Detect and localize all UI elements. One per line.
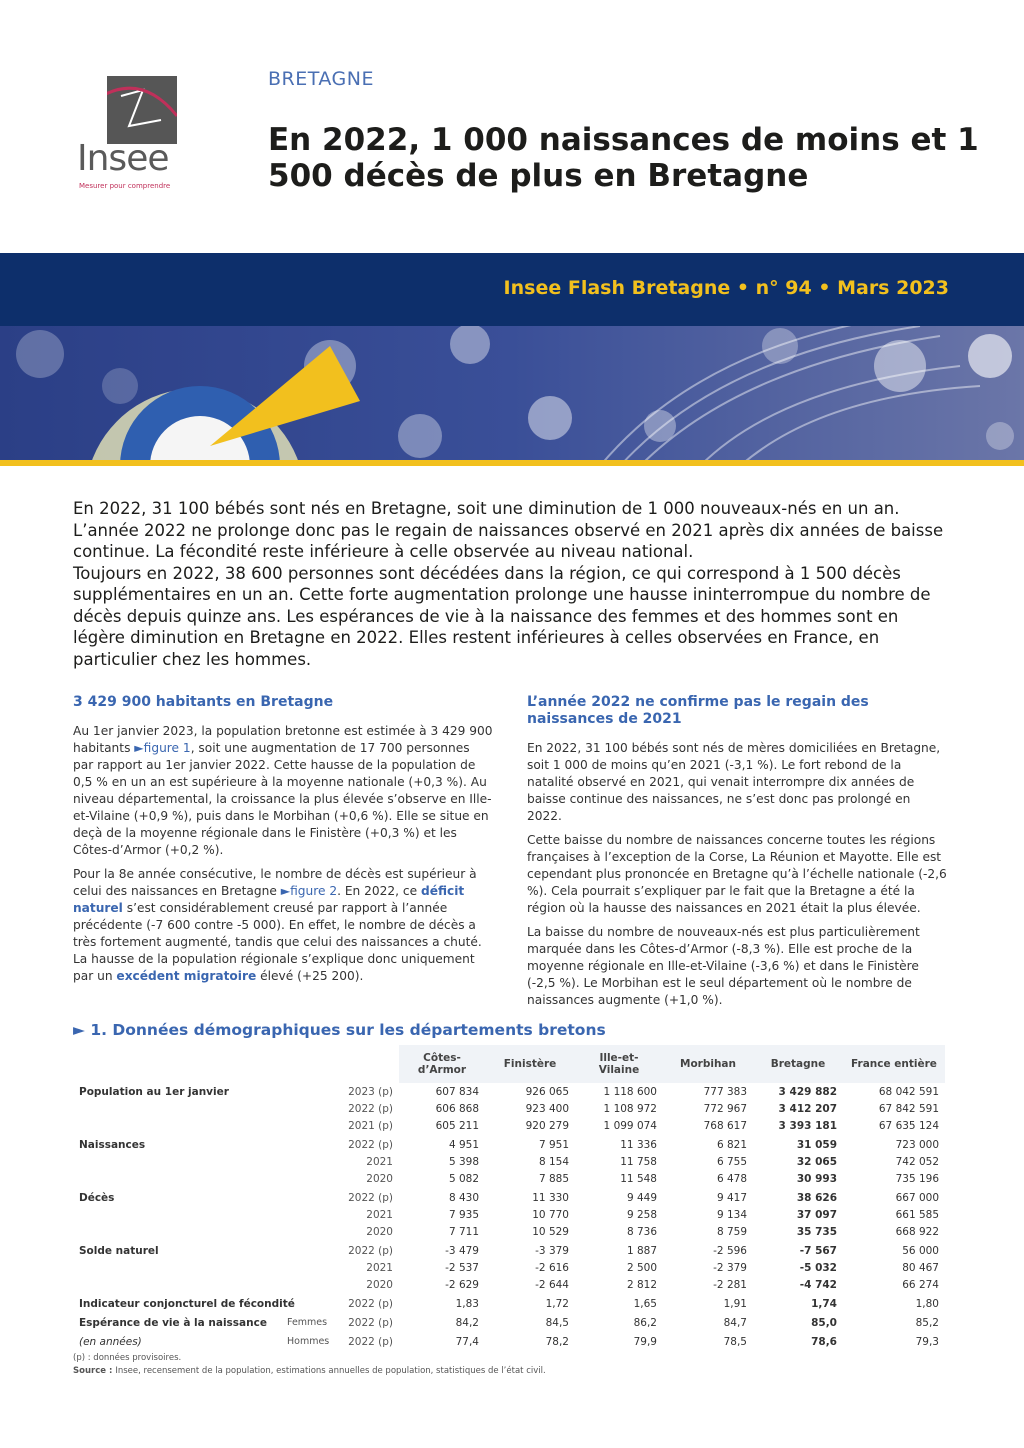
row-sublabel [281,1170,339,1187]
table-row [73,1153,945,1170]
table-cell: 35 735 [796,1225,837,1238]
table-row [73,1170,945,1187]
row-year: 2021 [366,1155,393,1168]
table-cell: 84,7 [723,1316,747,1329]
row-sublabel [281,1259,339,1276]
text-span: , soit une augmentation de 17 700 personnes par rapport au 1er janvier 2022. Cette hausse de la population de 0,5 % en un an est supérieure à la moyenne nationale (+0,3 %). Au niveau départemental, la croissance la plus élevée s’observe en Ille-et-Vilaine (+0,9 %), puis dans le Morbihan (+0,6 %). Elle se situe en deçà de la moyenne régionale dans le Finistère (+0,3 %) et les Côtes-d’Armor (+0,2 %). [73,741,492,857]
provisional-note: (p) : données provisoires. [73,1353,182,1363]
row-year: 2021 [366,1261,393,1274]
table-cell: 84,5 [545,1316,569,1329]
table-cell: 85,0 [811,1316,837,1329]
table-row [73,1223,945,1240]
table-cell: 7 885 [538,1172,569,1185]
table-cell: 9 449 [626,1191,657,1204]
table-cell: -7 567 [799,1244,837,1257]
table-cell: 768 617 [703,1119,747,1132]
row-year: 2022 (p) [348,1335,393,1348]
table-cell: -2 596 [713,1244,747,1257]
row-label [73,1100,281,1117]
figure-2-link[interactable]: ►figure 2 [280,884,338,898]
row-year: 2022 (p) [348,1297,393,1310]
table-cell: 32 065 [796,1155,837,1168]
table-cell: 78,6 [811,1335,837,1348]
text-span: Au 1er janvier 2023, la population bretonne est estimée à 3 429 900 habitants [73,724,493,755]
row-sublabel [281,1276,339,1293]
table-cell: 80 467 [902,1261,939,1274]
row-label: Naissances [79,1138,146,1151]
demographics-table [73,1045,945,1350]
table-cell: -5 032 [799,1261,837,1274]
table-cell: 6 478 [716,1172,747,1185]
lead-paragraph-2: Toujours en 2022, 38 600 personnes sont décédées dans la région, ce qui correspond à 1 500 décès supplémentaires en un an. Cette forte augmentation prolonge une hausse ininterrompue du nombre de décès depuis quinze ans. Les espérances de vie à la naissance des femmes et des hommes sont en légère diminution en Bretagne en 2022. Elles restent inférieures à celles observées en France, en particulier chez les hommes. [73,563,931,669]
table-cell: 79,3 [915,1335,939,1348]
row-year: 2020 [366,1278,393,1291]
left-column-heading: 3 429 900 habitants en Bretagne [73,694,334,710]
table-cell: -3 479 [445,1244,479,1257]
row-label [73,1276,281,1293]
text-span: élevé (+25 200). [256,969,364,983]
row-sublabel [281,1083,339,1100]
table-cell: 1,72 [545,1297,569,1310]
table-row [73,1206,945,1223]
banner-bubble [398,414,442,458]
row-year: 2022 (p) [348,1102,393,1115]
publication-info: Insee Flash Bretagne • n° 94 • Mars 2023 [503,277,949,299]
table-cell: 1 118 600 [603,1085,657,1098]
row-label [73,1170,281,1187]
left-paragraph-2 [73,866,493,985]
table-cell: 7 951 [538,1138,569,1151]
text-span: Pour la 8e année consécutive, le nombre de décès est supérieur à celui des naissances en Bretagne [73,867,477,898]
table-cell: 4 951 [448,1138,479,1151]
table-cell: 735 196 [895,1172,939,1185]
table-cell: 9 417 [716,1191,747,1204]
table-cell: -2 281 [713,1278,747,1291]
table-cell: 1 887 [626,1244,657,1257]
table-cell: 2 500 [626,1261,657,1274]
row-label [73,1206,281,1223]
table-cell: 68 042 591 [878,1085,939,1098]
deficit-naturel-link[interactable]: déficit naturel [73,884,465,915]
table-cell: 1,74 [811,1297,837,1310]
column-header: Finistère [485,1045,575,1083]
row-label: Espérance de vie à la naissance [79,1316,267,1329]
page-title: En 2022, 1 000 naissances de moins et 1 500 décès de plus en Bretagne [268,122,979,194]
banner-bubble [528,396,572,440]
table-cell: 78,2 [545,1335,569,1348]
source-text: Insee, recensement de la population, estimations annuelles de population, statistiques de l’état civil. [115,1366,546,1376]
row-sublabel: Femmes [287,1317,328,1328]
row-year: 2021 [366,1208,393,1221]
lead-paragraph-1: En 2022, 31 100 bébés sont nés en Bretagne, soit une diminution de 1 000 nouveaux-nés en un an. L’année 2022 ne prolonge donc pas le regain de naissances observé en 2021 après dix années de baisse continue. La fécondité reste inférieure à celle observée au niveau national. [73,499,944,561]
banner-bubble [874,340,926,392]
table-cell: 11 330 [532,1191,569,1204]
table-cell: 7 711 [448,1225,479,1238]
left-paragraph-1 [73,723,493,859]
table-row [73,1117,945,1134]
row-label: Indicateur conjoncturel de fécondité [79,1297,295,1310]
table-cell: -2 629 [445,1278,479,1291]
table-row [73,1134,945,1153]
table-cell: 30 993 [796,1172,837,1185]
table-cell: 1,83 [455,1297,479,1310]
table-cell: 926 065 [525,1085,569,1098]
table-cell: 9 258 [626,1208,657,1221]
row-sublabel [281,1134,339,1153]
table-cell: 1,80 [915,1297,939,1310]
table-row [73,1187,945,1206]
table-row [73,1293,945,1312]
table-cell: -4 742 [799,1278,837,1291]
row-sublabel [281,1153,339,1170]
table-cell: 8 759 [716,1225,747,1238]
table-cell: 661 585 [895,1208,939,1221]
figure-1-title: ► 1. Données démographiques sur les départements bretons [73,1021,606,1039]
table-cell: 1,65 [633,1297,657,1310]
row-year: 2023 (p) [348,1085,393,1098]
table-row [73,1083,945,1100]
table-cell: 67 635 124 [878,1119,939,1132]
table-cell: 10 770 [532,1208,569,1221]
right-paragraph-2: Cette baisse du nombre de naissances concerne toutes les régions françaises à l’exception de la Corse, La Réunion et Mayotte. Elle est cependant plus prononcée en Bretagne qu’à l’échelle nationale (-2,6 %). Cela pourrait s’expliquer par le fait que la Bretagne a été la région où la hausse des naissances en 2021 était la plus élevée. [527,833,947,915]
table-cell: -2 616 [535,1261,569,1274]
logo-tagline: Mesurer pour comprendre [79,182,171,190]
table-row [73,1331,945,1350]
table-cell: 3 412 207 [778,1102,837,1115]
table-cell: 7 935 [448,1208,479,1221]
table-cell: 5 398 [448,1155,479,1168]
figure-1-link[interactable]: ►figure 1 [134,741,191,755]
source-note [73,1365,546,1378]
row-year: 2020 [366,1172,393,1185]
table-cell: 3 393 181 [778,1119,837,1132]
row-year: 2022 (p) [348,1316,393,1329]
row-sublabel [281,1117,339,1134]
lead-summary [73,498,953,670]
table-cell: 2 812 [626,1278,657,1291]
row-label: (en années) [79,1335,142,1348]
column-header: Morbihan [663,1045,753,1083]
table-cell: 923 400 [525,1102,569,1115]
right-column-heading: L’année 2022 ne confirme pas le regain des naissances de 2021 [527,694,869,727]
header-empty [73,1045,281,1083]
table-row [73,1276,945,1293]
table-cell: 8 736 [626,1225,657,1238]
table-cell: -2 644 [535,1278,569,1291]
row-sublabel [281,1206,339,1223]
table-cell: 772 967 [703,1102,747,1115]
table-cell: 37 097 [796,1208,837,1221]
table-cell: 1 099 074 [603,1119,657,1132]
table-cell: 723 000 [895,1138,939,1151]
table-body [73,1083,945,1350]
table-cell: 11 336 [620,1138,657,1151]
row-sublabel [281,1100,339,1117]
excedent-migratoire-link[interactable]: excédent migratoire [116,969,257,983]
table-cell: 66 274 [902,1278,939,1291]
logo-mark-icon [107,76,177,144]
table-cell: 11 548 [620,1172,657,1185]
column-header: Bretagne [753,1045,843,1083]
text-span: s’est considérablement creusé par rapport à l’année précédente (-7 600 contre -5 000). En effet, le nombre de décès a très fortement augmenté, tandis que celui des naissances a chuté. La hausse de la population régionale s’explique donc uniquement par un [73,901,482,983]
row-year: 2022 (p) [348,1244,393,1257]
table-cell: -2 379 [713,1261,747,1274]
column-header: Côtes-d’Armor [399,1045,485,1083]
table-cell: -2 537 [445,1261,479,1274]
banner-bubble [16,330,64,378]
table-cell: 10 529 [532,1225,569,1238]
table-cell: 6 821 [716,1138,747,1151]
banner-gold-stripe [0,460,1024,466]
row-label: Population au 1er janvier [79,1085,229,1098]
row-label: Solde naturel [79,1244,159,1257]
table-cell: 8 430 [448,1191,479,1204]
table-cell: 777 383 [703,1085,747,1098]
right-column [527,694,947,1016]
region-label: BRETAGNE [268,68,374,90]
header-empty [281,1045,339,1083]
table-cell: 668 922 [895,1225,939,1238]
table-notes [73,1352,546,1378]
row-label [73,1117,281,1134]
table-cell: 605 211 [435,1119,479,1132]
table-cell: 606 868 [435,1102,479,1115]
logo-mark [107,76,177,144]
text-span: . En 2022, ce [337,884,421,898]
column-header: France entière [843,1045,945,1083]
left-column [73,694,493,992]
source-label: Source : [73,1366,116,1376]
row-label [73,1153,281,1170]
row-year: 2022 (p) [348,1138,393,1151]
table-cell: -3 379 [535,1244,569,1257]
row-label: Décès [79,1191,115,1204]
table-row [73,1312,945,1331]
row-label [73,1259,281,1276]
table-cell: 920 279 [525,1119,569,1132]
table-cell: 8 154 [538,1155,569,1168]
table-cell: 85,2 [915,1316,939,1329]
table-cell: 1 108 972 [603,1102,657,1115]
table-cell: 77,4 [455,1335,479,1348]
publication-band [0,253,1024,326]
row-year: 2020 [366,1225,393,1238]
table-header-row [73,1045,945,1083]
table-cell: 5 082 [448,1172,479,1185]
table-cell: 79,9 [633,1335,657,1348]
row-sublabel [281,1223,339,1240]
row-sublabel: Hommes [287,1336,330,1347]
table-cell: 78,5 [723,1335,747,1348]
table-cell: 3 429 882 [778,1085,837,1098]
banner-bubble [986,422,1014,450]
table-cell: 31 059 [796,1138,837,1151]
table-cell: 84,2 [455,1316,479,1329]
row-label [73,1223,281,1240]
right-paragraph-3: La baisse du nombre de nouveaux-nés est plus particulièrement marquée dans les Côtes-d’Armor (-8,3 %). Elle est proche de la moyenne régionale en Ille-et-Vilaine (-3,6 %) et dans le Finistère (-2,5 %). Le Morbihan est le seul département où le nombre de naissances augmente (+1,0 %). [527,925,920,1007]
logo-wordmark: Insee [77,138,169,179]
table-cell: 9 134 [716,1208,747,1221]
table-cell: 6 755 [716,1155,747,1168]
table-cell: 742 052 [895,1155,939,1168]
insee-logo [75,72,185,192]
table-cell: 86,2 [633,1316,657,1329]
table-cell: 607 834 [435,1085,479,1098]
column-header: Ille-et-Vilaine [575,1045,663,1083]
row-year: 2022 (p) [348,1191,393,1204]
row-sublabel [281,1240,339,1259]
banner-bubble [102,368,138,404]
right-paragraph-1: En 2022, 31 100 bébés sont nés de mères domiciliées en Bretagne, soit 1 000 de moins qu’en 2021 (-3,1 %). Le fort rebond de la natalité observé en 2021, qui venait interrompre dix années de baisse continue des naissances, ne s’est donc pas prolongé en 2022. [527,741,941,823]
row-sublabel [281,1187,339,1206]
decorative-banner [0,326,1024,466]
table-cell: 11 758 [620,1155,657,1168]
header-empty [339,1045,399,1083]
row-year: 2021 (p) [348,1119,393,1132]
table-cell: 67 842 591 [878,1102,939,1115]
table-row [73,1100,945,1117]
table-cell: 56 000 [902,1244,939,1257]
table-cell: 38 626 [796,1191,837,1204]
banner-bubble [968,334,1012,378]
table-row [73,1240,945,1259]
table-cell: 1,91 [723,1297,747,1310]
table-cell: 667 000 [895,1191,939,1204]
table-row [73,1259,945,1276]
